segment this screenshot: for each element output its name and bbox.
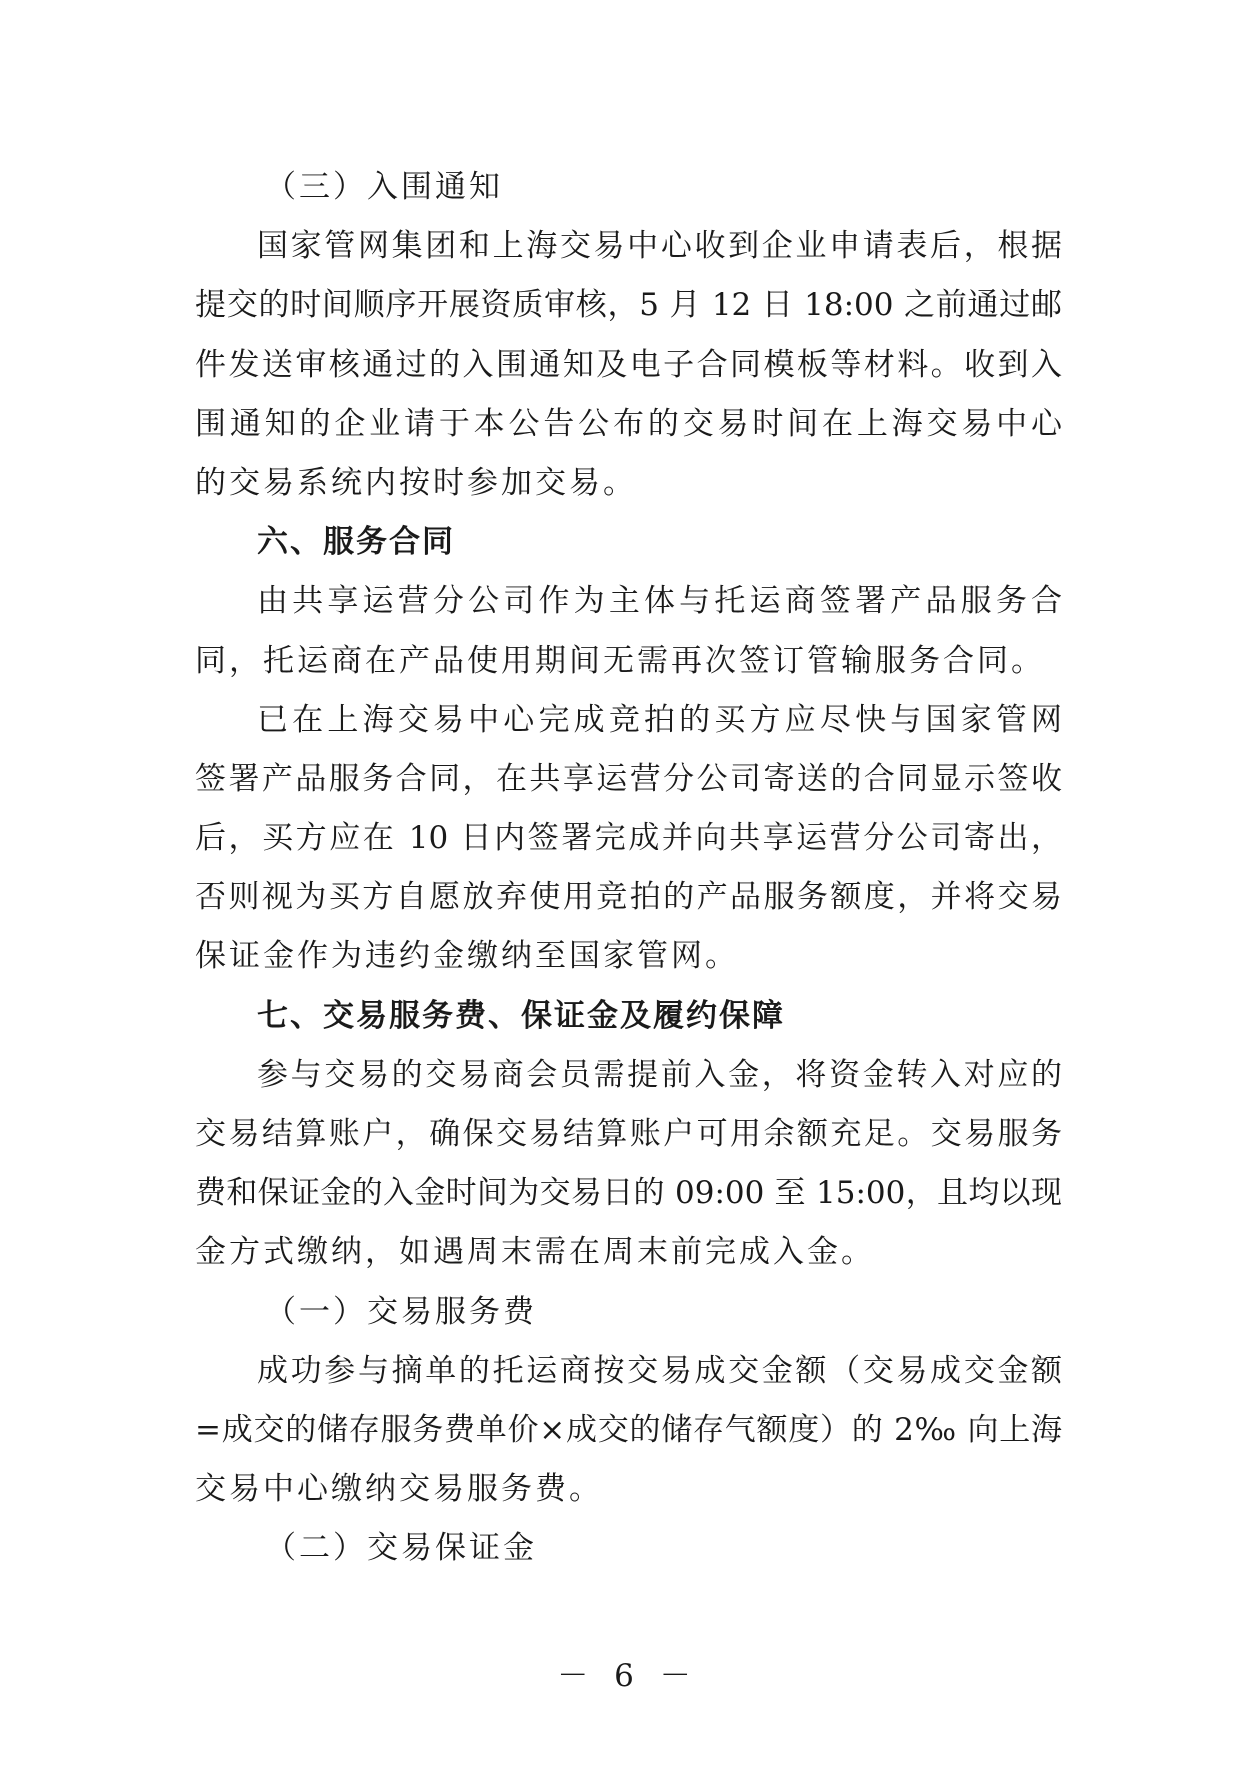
section-title-service-contract: 六、服务合同 [257,524,455,561]
paragraph-line: 提交的时间顺序开展资质审核，5 月 12 日 18:00 之前通过邮 [195,287,1062,324]
section-title-fees-deposit: 七、交易服务费、保证金及履约保障 [257,997,785,1034]
paragraph-line: 保证金作为违约金缴纳至国家管网。 [195,938,739,975]
page-number: － 6 － [557,1658,699,1694]
paragraph-line: 同，托运商在产品使用期间无需再次签订管输服务合同。 [195,642,1045,679]
paragraph-line: 由共享运营分公司作为主体与托运商签署产品服务合 [257,583,1062,620]
paragraph-line: 成功参与摘单的托运商按交易成交金额（交易成交金额 [257,1352,1062,1389]
paragraph-line: 件发送审核通过的入围通知及电子合同模板等材料。收到入 [195,346,1062,383]
subsection-title-trading-deposit: （二）交易保证金 [265,1530,537,1567]
paragraph-line: 签署产品服务合同，在共享运营分公司寄送的合同显示签收 [195,760,1062,797]
paragraph-line: 交易结算账户，确保交易结算账户可用余额充足。交易服务 [195,1116,1062,1152]
paragraph-line: =成交的储存服务费单价×成交的储存气额度）的 2‰ 向上海 [195,1411,1062,1448]
subsection-title-admission-notice: （三）入围通知 [265,169,503,205]
paragraph-line: 已在上海交易中心完成竞拍的买方应尽快与国家管网 [257,701,1062,738]
paragraph-line: 费和保证金的入金时间为交易日的 09:00 至 15:00，且均以现 [195,1175,1062,1212]
paragraph-line: 参与交易的交易商会员需提前入金，将资金转入对应的 [257,1056,1062,1093]
subsection-title-trading-fee: （一）交易服务费 [265,1293,537,1330]
paragraph-line: 否则视为买方自愿放弃使用竞拍的产品服务额度，并将交易 [195,879,1062,916]
paragraph-line: 国家管网集团和上海交易中心收到企业申请表后，根据 [257,228,1062,265]
document-body [195,158,1062,1579]
paragraph-line: 交易中心缴纳交易服务费。 [195,1471,603,1508]
paragraph-line: 后，买方应在 10 日内签署完成并向共享运营分公司寄出， [195,820,1062,857]
paragraph-line: 围通知的企业请于本公告公布的交易时间在上海交易中心 [195,405,1062,442]
paragraph-line: 金方式缴纳，如遇周末需在周末前完成入金。 [195,1234,875,1271]
paragraph-line: 的交易系统内按时参加交易。 [195,464,637,501]
